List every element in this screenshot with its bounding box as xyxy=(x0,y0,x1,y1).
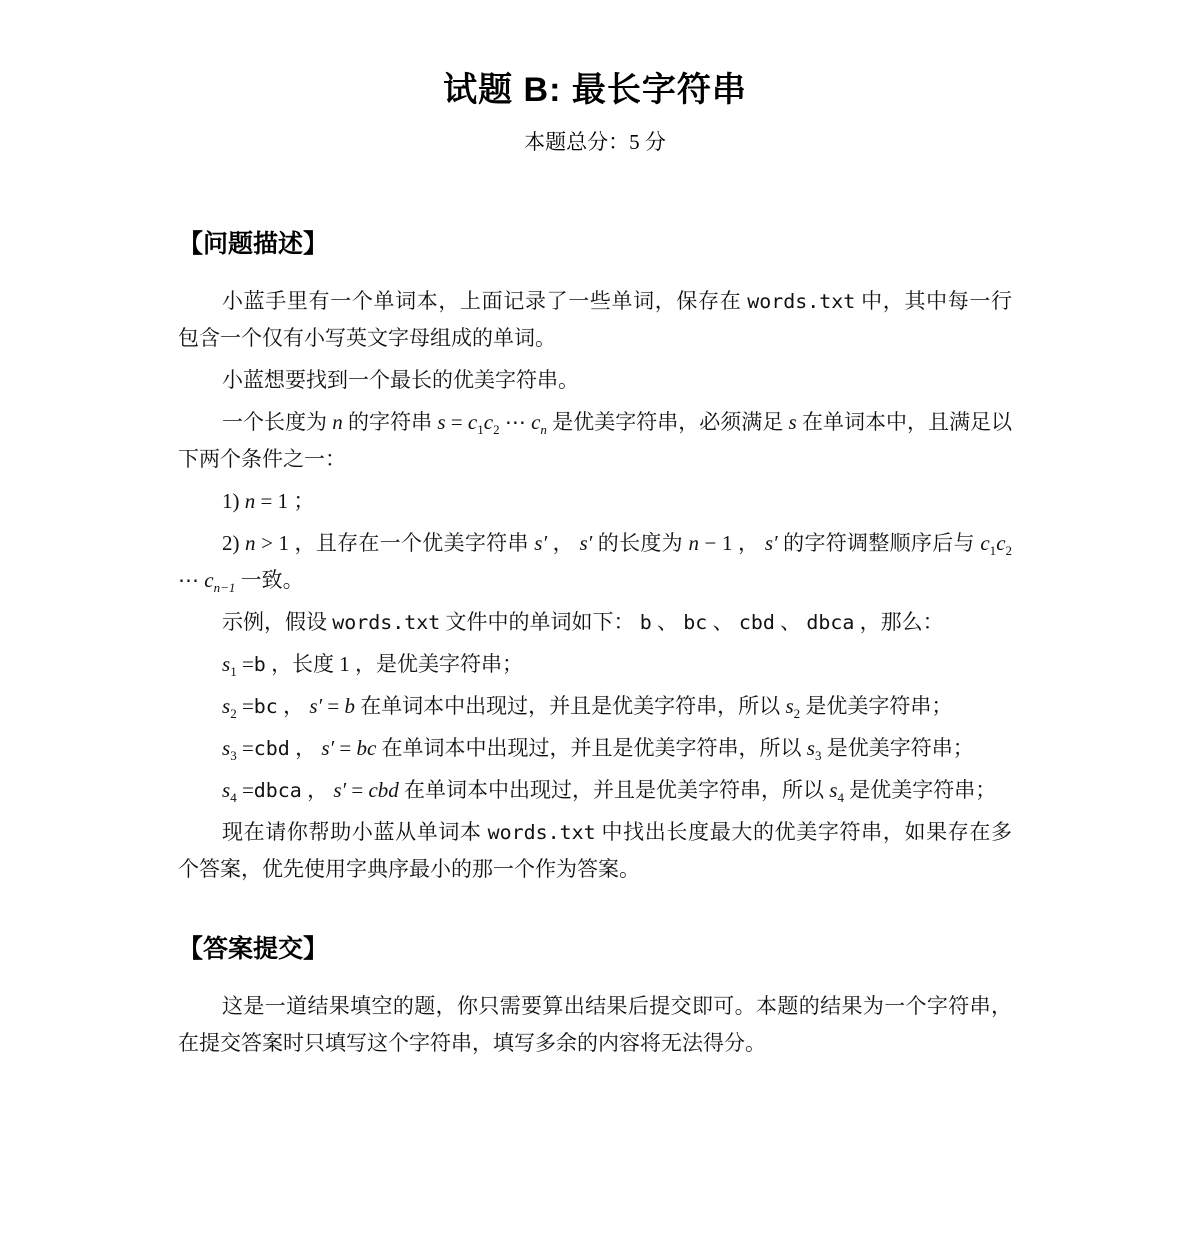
paragraph xyxy=(178,362,1012,399)
section-body-problem-description xyxy=(178,283,1012,888)
body-text: 是优美字符串； xyxy=(821,735,974,760)
body-text: 是优美字符串； xyxy=(800,693,953,718)
body-text: = xyxy=(236,735,254,760)
body-text: = xyxy=(445,409,468,434)
body-text: 、 xyxy=(651,609,684,634)
math-text: s xyxy=(222,735,231,760)
section-heading-answer-submission: 【答案提交】 xyxy=(178,934,329,963)
body-text: 的字符调整顺序后与 xyxy=(777,530,981,555)
code-text: cbd xyxy=(253,735,290,760)
body-text: 文件中的单词如下： xyxy=(440,609,640,634)
math-text: s xyxy=(222,777,231,802)
math-text: cbd xyxy=(368,777,399,802)
math-text: s′ xyxy=(333,777,347,802)
subscript: 2 xyxy=(793,705,801,721)
body-text: 的字符串 xyxy=(342,409,438,434)
subscript: n−1 xyxy=(213,579,236,595)
page-subtitle: 本题总分：5 分 xyxy=(524,129,666,154)
body-text: ， xyxy=(547,530,580,555)
math-text: b xyxy=(344,693,355,718)
body-text: 、 xyxy=(774,609,807,634)
math-text: s′ xyxy=(309,693,323,718)
math-text: s′ xyxy=(764,530,778,555)
code-text: b xyxy=(253,651,266,676)
body-text: 一致。 xyxy=(235,567,304,592)
math-text: n xyxy=(244,488,256,513)
code-text: words.txt xyxy=(487,819,596,844)
math-text: c xyxy=(996,530,1006,555)
math-text: c xyxy=(531,409,541,434)
math-text: c xyxy=(483,409,494,434)
math-text: s xyxy=(222,693,231,718)
paragraph xyxy=(178,604,1012,641)
body-text: 是优美字符串； xyxy=(843,777,997,802)
subscript: 1 xyxy=(989,542,997,558)
math-text: s xyxy=(785,693,794,718)
body-text: 的长度为 xyxy=(592,530,689,555)
paragraph xyxy=(178,814,1012,888)
math-text: c xyxy=(204,567,214,592)
body-text: 小蓝想要找到一个最长的优美字符串。 xyxy=(222,367,579,392)
subscript: 1 xyxy=(477,421,484,437)
body-text: = xyxy=(334,735,357,760)
page-title: 试题 B: 最长字符串 xyxy=(443,71,747,109)
body-text: > 1 ，且存在一个优美字符串 xyxy=(255,530,535,555)
body-text: 1) xyxy=(222,488,245,513)
body-text: ， xyxy=(277,693,310,718)
code-text: cbd xyxy=(738,609,775,634)
subscript: 2 xyxy=(1005,542,1013,558)
paragraph xyxy=(178,483,1012,520)
paragraph xyxy=(178,404,1012,478)
body-text: 中，其中每一行包含一个仅有小写英文字母组成的单词。 xyxy=(178,288,1013,350)
math-text: s xyxy=(437,409,446,434)
math-text: bc xyxy=(356,735,377,760)
section-problem-description xyxy=(178,229,1012,888)
subscript: 3 xyxy=(230,747,237,763)
math-text: n xyxy=(332,409,343,434)
code-text: words.txt xyxy=(747,288,856,313)
subscript: 4 xyxy=(837,789,844,805)
paragraph xyxy=(178,646,1012,683)
math-text: s xyxy=(788,409,797,434)
body-text: 这是一道结果填空的题，你只需要算出结果后提交即可。本题的结果为一个字符串，在提交答案时只填写这个字符串，填写多余的内容将无法得分。 xyxy=(178,993,1012,1055)
body-text: = xyxy=(236,777,254,802)
body-text: − 1 ， xyxy=(699,530,765,555)
code-text: dbca xyxy=(806,609,855,634)
subscript: 1 xyxy=(230,663,237,679)
paragraph xyxy=(178,988,1012,1062)
body-text: ⋯ xyxy=(499,409,532,434)
body-text: = xyxy=(236,651,254,676)
math-text: n xyxy=(688,530,700,555)
body-text: 示例，假设 xyxy=(222,609,333,634)
subscript: 3 xyxy=(814,747,822,763)
paragraph xyxy=(178,730,1012,767)
section-answer-submission xyxy=(178,934,1012,1062)
math-text: s xyxy=(222,651,231,676)
body-text: = xyxy=(346,777,369,802)
body-text: ，那么： xyxy=(854,609,944,634)
body-text: 一个长度为 xyxy=(222,409,333,434)
subscript: 4 xyxy=(230,789,237,805)
code-text: dbca xyxy=(253,777,302,802)
code-text: bc xyxy=(683,609,708,634)
subscript: 2 xyxy=(493,421,500,437)
section-heading-problem-description: 【问题描述】 xyxy=(178,229,329,258)
body-text: = xyxy=(322,693,345,718)
section-body-answer-submission xyxy=(178,988,1012,1062)
body-text: 小蓝手里有一个单词本，上面记录了一些单词，保存在 xyxy=(222,288,748,313)
paragraph xyxy=(178,772,1012,809)
math-text: n xyxy=(245,530,256,555)
body-text: ，长度 1 ，是优美字符串； xyxy=(265,651,524,676)
paragraph xyxy=(178,688,1012,725)
paragraph xyxy=(178,283,1012,357)
math-text: s′ xyxy=(534,530,548,555)
body-text: = 1 ； xyxy=(255,488,315,513)
body-text: ⋯ xyxy=(178,567,205,592)
body-text: 是优美字符串，必须满足 xyxy=(546,409,789,434)
body-text: = xyxy=(236,693,254,718)
body-text: 在单词本中出现过，并且是优美字符串，所以 xyxy=(376,735,807,760)
body-text: 中找出长度最大的优美字符串，如果存在多个答案，优先使用字典序最小的那一个作为答案。 xyxy=(178,819,1013,881)
paragraph xyxy=(178,525,1012,599)
body-text: 2) xyxy=(222,530,246,555)
body-text: 现在请你帮助小蓝从单词本 xyxy=(222,819,488,844)
math-text: c xyxy=(980,530,990,555)
body-text: 在单词本中出现过，并且是优美字符串，所以 xyxy=(398,777,830,802)
math-text: s′ xyxy=(579,530,593,555)
body-text: 在单词本中，且满足以下两个条件之一： xyxy=(178,409,1013,471)
code-text: bc xyxy=(253,693,278,718)
subscript: n xyxy=(540,421,547,437)
subscript: 2 xyxy=(230,705,237,721)
body-text: 在单词本中出现过，并且是优美字符串，所以 xyxy=(354,693,786,718)
body-text: ， xyxy=(301,777,334,802)
body-text: 、 xyxy=(707,609,739,634)
code-text: b xyxy=(639,609,652,634)
code-text: words.txt xyxy=(332,609,441,634)
math-text: s xyxy=(829,777,838,802)
math-text: s xyxy=(806,735,815,760)
math-text: s′ xyxy=(321,735,335,760)
math-text: c xyxy=(467,409,478,434)
body-text: ， xyxy=(289,735,322,760)
